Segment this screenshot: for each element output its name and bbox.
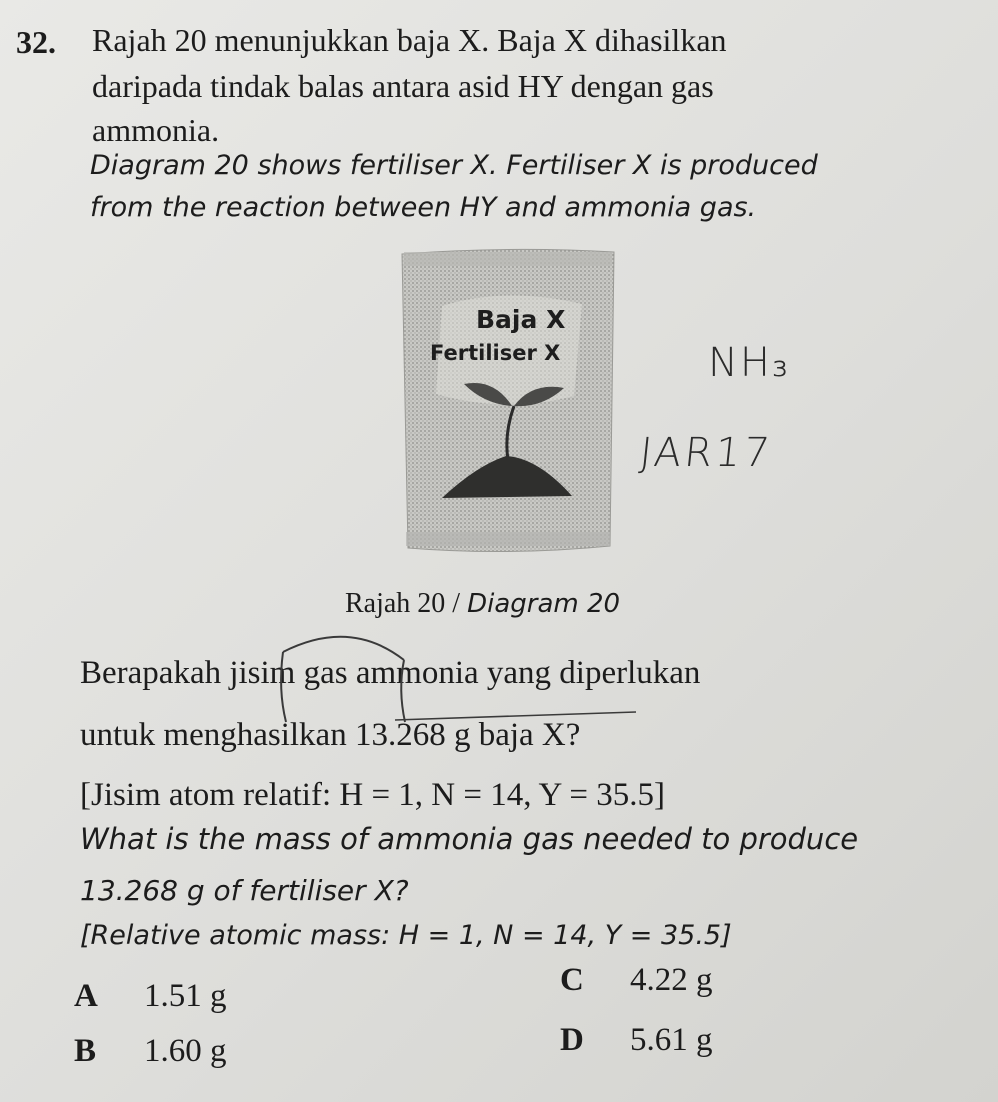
- option-b[interactable]: [74, 1033, 227, 1070]
- option-d-letter: D: [560, 1022, 584, 1058]
- option-d-text: 5.61 g: [630, 1022, 713, 1058]
- option-a-text: 1.51 g: [144, 978, 227, 1014]
- option-d[interactable]: [560, 1022, 713, 1059]
- question-text-ms-line-1: Rajah 20 menunjukkan baja X. Baja X dihasilkan: [92, 22, 727, 58]
- question-text-en-line-1: Diagram 20 shows fertiliser X. Fertiliser X is produced: [90, 150, 818, 181]
- option-c[interactable]: [560, 962, 713, 999]
- option-c-letter: C: [560, 962, 584, 998]
- prompt-ms-line-1: Berapakah jisim gas ammonia yang diperlukan: [80, 655, 701, 691]
- prompt-en-line-2: 13.268 g of fertiliser X?: [80, 874, 409, 907]
- prompt-ms-line-3: [Jisim atom relatif: H = 1, N = 14, Y = 35.5]: [80, 777, 665, 813]
- figure-caption: [345, 588, 620, 620]
- question-text-en-line-2: from the reaction between HY and ammonia gas.: [90, 192, 757, 223]
- prompt-ms-line-2: untuk menghasilkan 13.268 g baja X?: [80, 717, 581, 753]
- fertiliser-bag-illustration: [396, 246, 620, 558]
- figure-caption-ms: Rajah 20 /: [345, 588, 468, 619]
- prompt-en-line-1: What is the mass of ammonia gas needed to produce: [80, 822, 859, 856]
- question-text-ms-line-3: ammonia.: [92, 112, 220, 148]
- question-number: 32.: [16, 24, 56, 60]
- option-b-text: 1.60 g: [144, 1033, 227, 1069]
- prompt-en-line-3: [Relative atomic mass: H = 1, N = 14, Y = 35.5]: [80, 920, 732, 951]
- handwritten-note-nh3: NH₃: [708, 340, 791, 386]
- bag-label-ms: Baja X: [476, 305, 566, 334]
- bag-label-en: Fertiliser X: [430, 341, 561, 365]
- option-c-text: 4.22 g: [630, 962, 713, 998]
- option-b-letter: B: [74, 1033, 97, 1069]
- figure-caption-en: Diagram 20: [467, 589, 621, 619]
- question-text-ms-line-2: daripada tindak balas antara asid HY dengan gas: [92, 68, 714, 104]
- option-a[interactable]: [74, 978, 227, 1015]
- option-a-letter: A: [74, 978, 98, 1014]
- handwritten-note-jar17: JAR17: [637, 430, 775, 476]
